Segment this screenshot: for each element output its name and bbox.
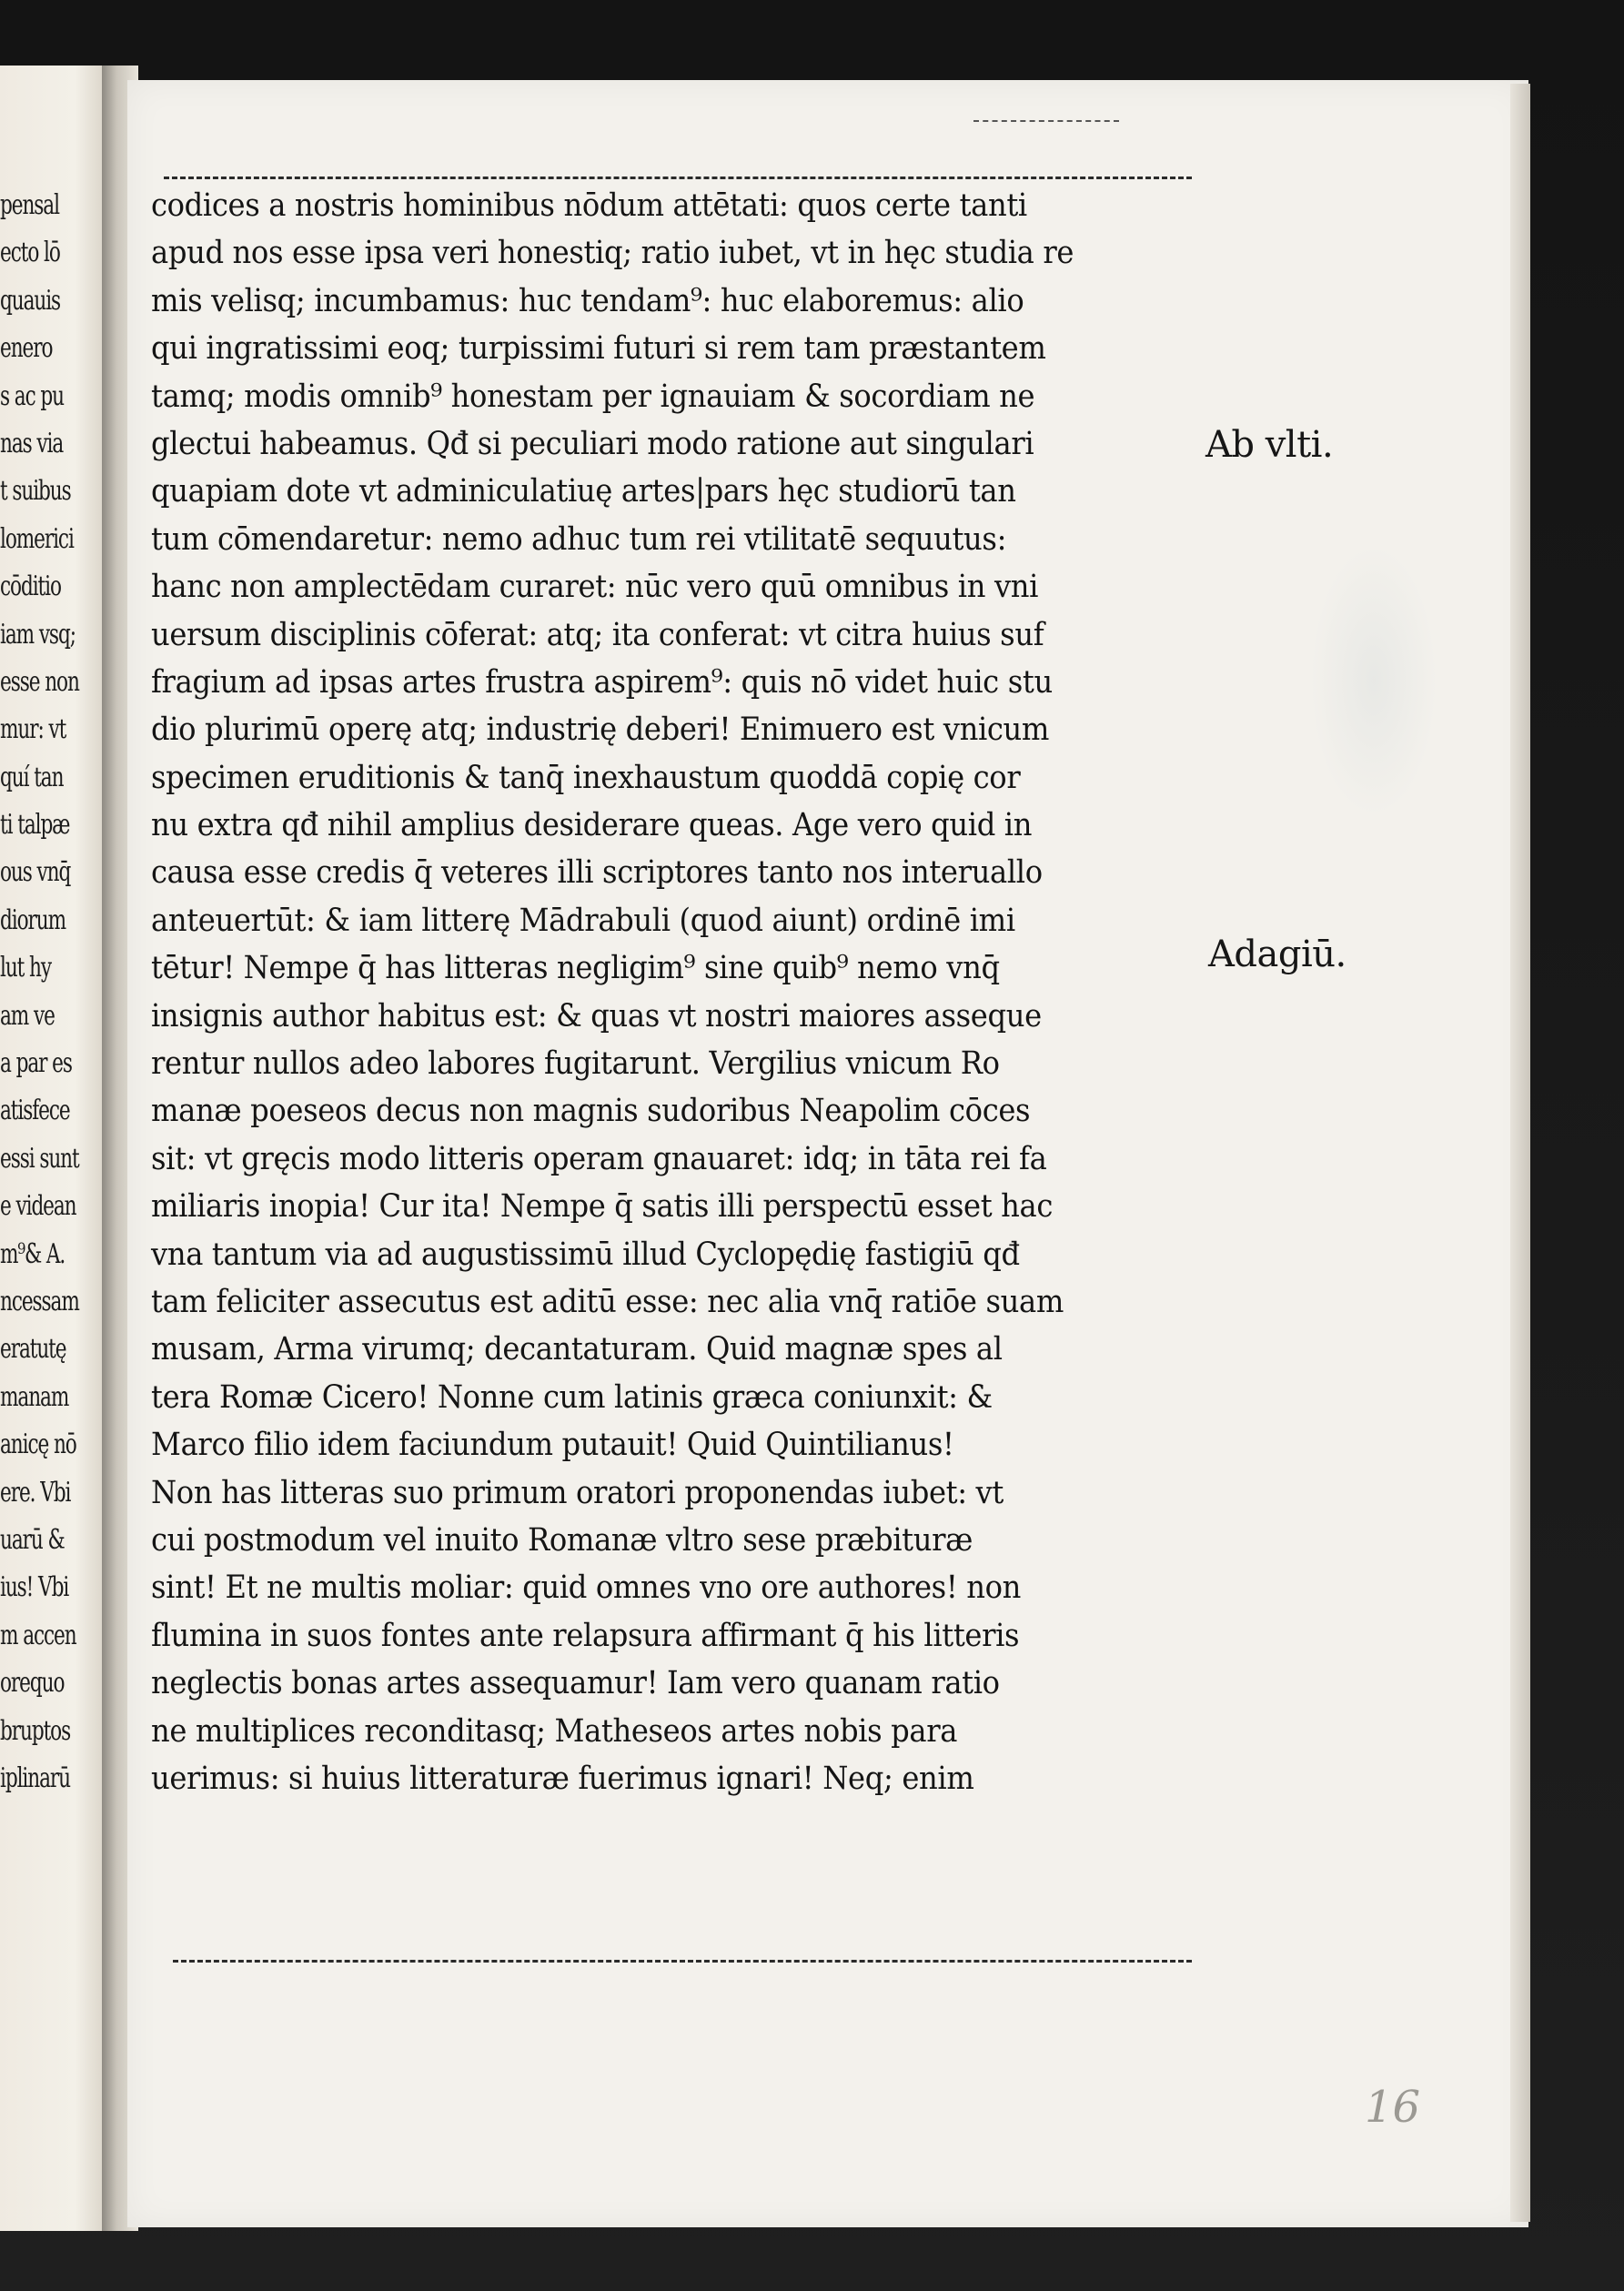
left-page-line-fragment: nas via — [0, 427, 64, 459]
text-line: uersum disciplinis cōferat: atq; ita conferat: vt citra huius suf — [151, 616, 1044, 653]
left-page-line-fragment: ere. Vbi — [0, 1476, 71, 1509]
left-page-line-fragment: uarū & — [0, 1523, 65, 1556]
text-line: fragium ad ipsas artes frustra aspirem⁹: quis nō videt huic stu — [151, 663, 1053, 701]
folio-number: 16 — [1365, 2082, 1421, 2133]
left-page-line-fragment: ncessam — [0, 1285, 79, 1317]
text-line: tētur! Nempe q̄ has litteras negligim⁹ sine quib⁹ nemo vnq̄ — [151, 950, 1000, 987]
text-line: sit: vt gręcis modo litteris operam gnauaret: idq; in tāta rei fa — [151, 1140, 1047, 1177]
left-page-line-fragment: quí tan — [0, 761, 64, 793]
main-page — [127, 80, 1528, 2227]
text-line: mis velisq; incumbamus: huc tendam⁹: huc elaboremus: alio — [151, 282, 1024, 319]
left-page-line-fragment: iplinarū — [0, 1761, 70, 1794]
left-page-line-fragment: enero — [0, 332, 53, 365]
text-line: tamq; modis omnib⁹ honestam per ignauiam & socordiam ne — [151, 378, 1035, 415]
left-page-line-fragment: cōditio — [0, 570, 61, 603]
headline-mark — [973, 120, 1119, 122]
show-through-stain — [1310, 544, 1437, 817]
left-page-line-fragment: iam vsq; — [0, 618, 76, 651]
text-line: neglectis bonas artes assequamur! Iam vero quanam ratio — [151, 1665, 1000, 1702]
text-line: apud nos esse ipsa veri honestiq; ratio iubet, vt in hęc studia re — [151, 235, 1074, 272]
left-page-line-fragment: ecto lō — [0, 237, 60, 269]
text-line: qui ingratissimi eoq; turpissimi futuri si rem tam præstantem — [151, 330, 1046, 368]
left-page-line-fragment: m⁹& A. — [0, 1237, 66, 1270]
text-line: dio plurimū operę atq; industrię deberi! Enimuero est vnicum — [151, 712, 1050, 749]
marginal-note-ab-vlti: Ab vlti. — [1205, 424, 1334, 466]
text-line: specimen eruditionis & tanq̄ inexhaustum quoddā copię cor — [151, 759, 1021, 796]
text-line: sint! Et ne multis moliar: quid omnes vno ore authores! non — [151, 1569, 1022, 1607]
left-page-line-fragment: ous vnq̄ — [0, 856, 71, 889]
text-line: tera Romæ Cicero! Nonne cum latinis græca coniunxit: & — [151, 1378, 993, 1416]
text-line: tum cōmendaretur: nemo adhuc tum rei vtilitatē sequutus: — [151, 520, 1007, 558]
text-line: anteuertūt: & iam litterę Mādrabuli (quod aiunt) ordinē imi — [151, 902, 1015, 939]
left-page-line-fragment: pensal — [0, 189, 59, 221]
left-page-line-fragment: am ve — [0, 999, 55, 1032]
text-line: flumina in suos fontes ante relapsura affirmant q̄ his litteris — [151, 1617, 1020, 1654]
left-page-line-fragment: orequo — [0, 1667, 65, 1700]
left-page-edge — [0, 66, 107, 2231]
text-line: Marco filio idem faciundum putauit! Quid Quintilianus! — [151, 1427, 954, 1464]
left-page-line-fragment: t suibus — [0, 475, 71, 508]
left-page-line-fragment: eratutę — [0, 1333, 66, 1366]
text-line: musam, Arma virumq; decantaturam. Quid magnæ spes al — [151, 1331, 1003, 1368]
text-line: insignis author habitus est: & quas vt nostri maiores asseque — [151, 997, 1042, 1034]
text-line: tam feliciter assecutus est aditū esse: nec alia vnq̄ ratiōe suam — [151, 1283, 1064, 1320]
left-page-line-fragment: mur: vt — [0, 713, 66, 746]
left-page-line-fragment: s ac pu — [0, 379, 64, 412]
left-page-line-fragment: m accen — [0, 1619, 76, 1651]
marginal-note-adagium: Adagiū. — [1208, 934, 1347, 975]
left-page-line-fragment: lomerici — [0, 522, 74, 555]
text-line: uerimus: si huius litteraturæ fuerimus ignari! Neq; enim — [151, 1760, 974, 1797]
text-line: ne multiplices reconditasq; Matheseos artes nobis para — [151, 1712, 958, 1750]
left-page-line-fragment: diorum — [0, 903, 66, 936]
text-line: rentur nullos adeo labores fugitarunt. Vergilius vnicum Ro — [151, 1045, 1000, 1083]
left-page-line-fragment: atisfece — [0, 1095, 70, 1127]
text-line: causa esse credis q̄ veteres illi scriptores tanto nos interuallo — [151, 854, 1043, 892]
text-line: glectui habeamus. Qđ si peculiari modo ratione aut singulari — [151, 425, 1034, 462]
top-rule — [164, 177, 1192, 179]
left-page-line-fragment: lut hy — [0, 952, 52, 984]
left-page-line-fragment: ti talpæ — [0, 809, 70, 842]
text-line: nu extra qđ nihil amplius desiderare queas. Age vero quid in — [151, 807, 1033, 844]
text-line: miliaris inopia! Cur ita! Nempe q̄ satis illi perspectū esset hac — [151, 1188, 1054, 1226]
left-page-line-fragment: bruptos — [0, 1714, 71, 1747]
left-page-line-fragment: essi sunt — [0, 1142, 79, 1175]
left-page-line-fragment: esse non — [0, 665, 79, 698]
left-page-text — [0, 182, 102, 1802]
left-page-line-fragment: e videan — [0, 1190, 76, 1223]
text-line: vna tantum via ad augustissimū illud Cyclopędię fastigiū qđ — [151, 1236, 1020, 1273]
text-line: hanc non amplectēdam curaret: nūc vero quū omnibus in vni — [151, 569, 1039, 606]
text-line: cui postmodum vel inuito Romanæ vltro sese præbituræ — [151, 1521, 973, 1559]
left-page-line-fragment: a par es — [0, 1047, 72, 1080]
page-fore-edge — [1510, 84, 1530, 2222]
body-text — [151, 182, 1197, 1802]
bottom-rule — [173, 1960, 1192, 1963]
text-line: Non has litteras suo primum oratori proponendas iubet: vt — [151, 1474, 1004, 1511]
left-page-line-fragment: anicę nō — [0, 1428, 76, 1461]
left-page-line-fragment: quauis — [0, 284, 61, 317]
text-line: codices a nostris hominibus nōdum attētati: quos certe tanti — [151, 187, 1027, 224]
text-line: manæ poeseos decus non magnis sudoribus Neapolim cōces — [151, 1093, 1031, 1130]
text-line: quapiam dote vt adminiculatiuę artes|pars hęc studiorū tan — [151, 473, 1016, 510]
left-page-line-fragment: ius! Vbi — [0, 1571, 69, 1604]
left-page-line-fragment: manam — [0, 1380, 69, 1413]
